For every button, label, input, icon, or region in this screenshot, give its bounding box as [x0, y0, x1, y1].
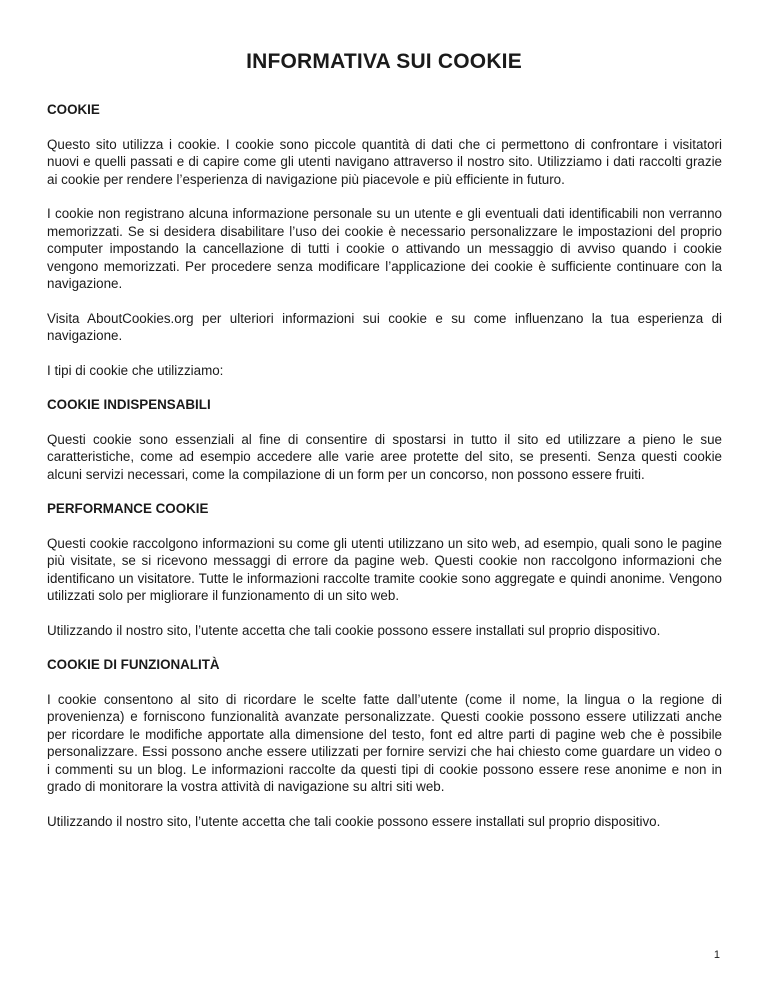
paragraph-funzionalita: I cookie consentono al sito di ricordare le scelte fatte dall’utente (come il nome, la lingua o la regione di provenienza) e forniscono funzionalità avanzate personalizzate. Questi cookie possono essere utilizzati anche per ricordare le modifiche apportate alla dimensione del testo, font ed altre parti di pagine web che è possibile personalizzare. Essi possono anche essere utilizzati per fornire servizi che hai chiesto come guardare un video o i commenti su un blog. Le informazioni raccolte da questi tipi di cookie possono essere rese anonime e non in grado di monitorare la vostra attività di navigazione su altri siti web.	[47, 691, 722, 794]
section-heading-indispensabili: COOKIE INDISPENSABILI	[47, 397, 211, 412]
paragraph-personal-info: I cookie non registrano alcuna informazione personale su un utente e gli eventuali dati identificabili non verranno memorizzati. Se si desidera disabilitare l’uso dei cookie è necessario personalizzare le impostazioni del proprio computer impostando la cancellazione di tutti i cookie o attivando un messaggio di avviso quando i cookie vengono memorizzati. Per procedere senza modificare l’applicazione dei cookie è sufficiente continuare con la navigazione.	[47, 206, 722, 291]
section-heading-cookie: COOKIE	[47, 102, 100, 117]
paragraph-performance: Questi cookie raccolgono informazioni su come gli utenti utilizzano un sito web, ad esempio, quali sono le pagine più visitate, se si ricevono messaggi di errore da pagine web. Questi cookie non raccolgono informazioni che identificano un visitatore. Tutte le informazioni raccolte tramite cookie sono aggregate e quindi anonime. Vengono utilizzati solo per migliorare il funzionamento di un sito web.	[47, 535, 722, 603]
page-title: INFORMATIVA SUI COOKIE	[246, 50, 522, 73]
document-body	[47, 101, 722, 847]
paragraph-intro: Questo sito utilizza i cookie. I cookie sono piccole quantità di dati che ci permettono di confrontare i visitatori nuovi e quelli passati e di capire come gli utenti navigano attraverso il nostro sito. Utilizziamo i dati raccolti grazie ai cookie per rendere l’esperienza di navigazione più piacevole e più efficiente in futuro.	[47, 136, 722, 187]
paragraph-aboutcookies: Visita AboutCookies.org per ulteriori informazioni sui cookie e su come influenzano la tua esperienza di navigazione.	[47, 310, 722, 343]
section-heading-funzionalita: COOKIE DI FUNZIONALITÀ	[47, 657, 220, 672]
paragraph-performance-consent: Utilizzando il nostro sito, l’utente accetta che tali cookie possono essere installati sul proprio dispositivo.	[47, 622, 661, 638]
paragraph-cookie-types: I tipi di cookie che utilizziamo:	[47, 362, 224, 378]
paragraph-indispensabili: Questi cookie sono essenziali al fine di consentire di spostarsi in tutto il sito ed utilizzare a pieno le sue caratteristiche, come ad esempio accedere alle varie aree protette del sito, se presenti. Senza questi cookie alcuni servizi necessari, come la compilazione di un form per un concorso, non possono essere fruiti.	[47, 431, 722, 482]
paragraph-funzionalita-consent: Utilizzando il nostro sito, l’utente accetta che tali cookie possono essere installati sul proprio dispositivo.	[47, 813, 661, 829]
page-number: 1	[713, 949, 720, 961]
section-heading-performance: PERFORMANCE COOKIE	[47, 501, 209, 516]
